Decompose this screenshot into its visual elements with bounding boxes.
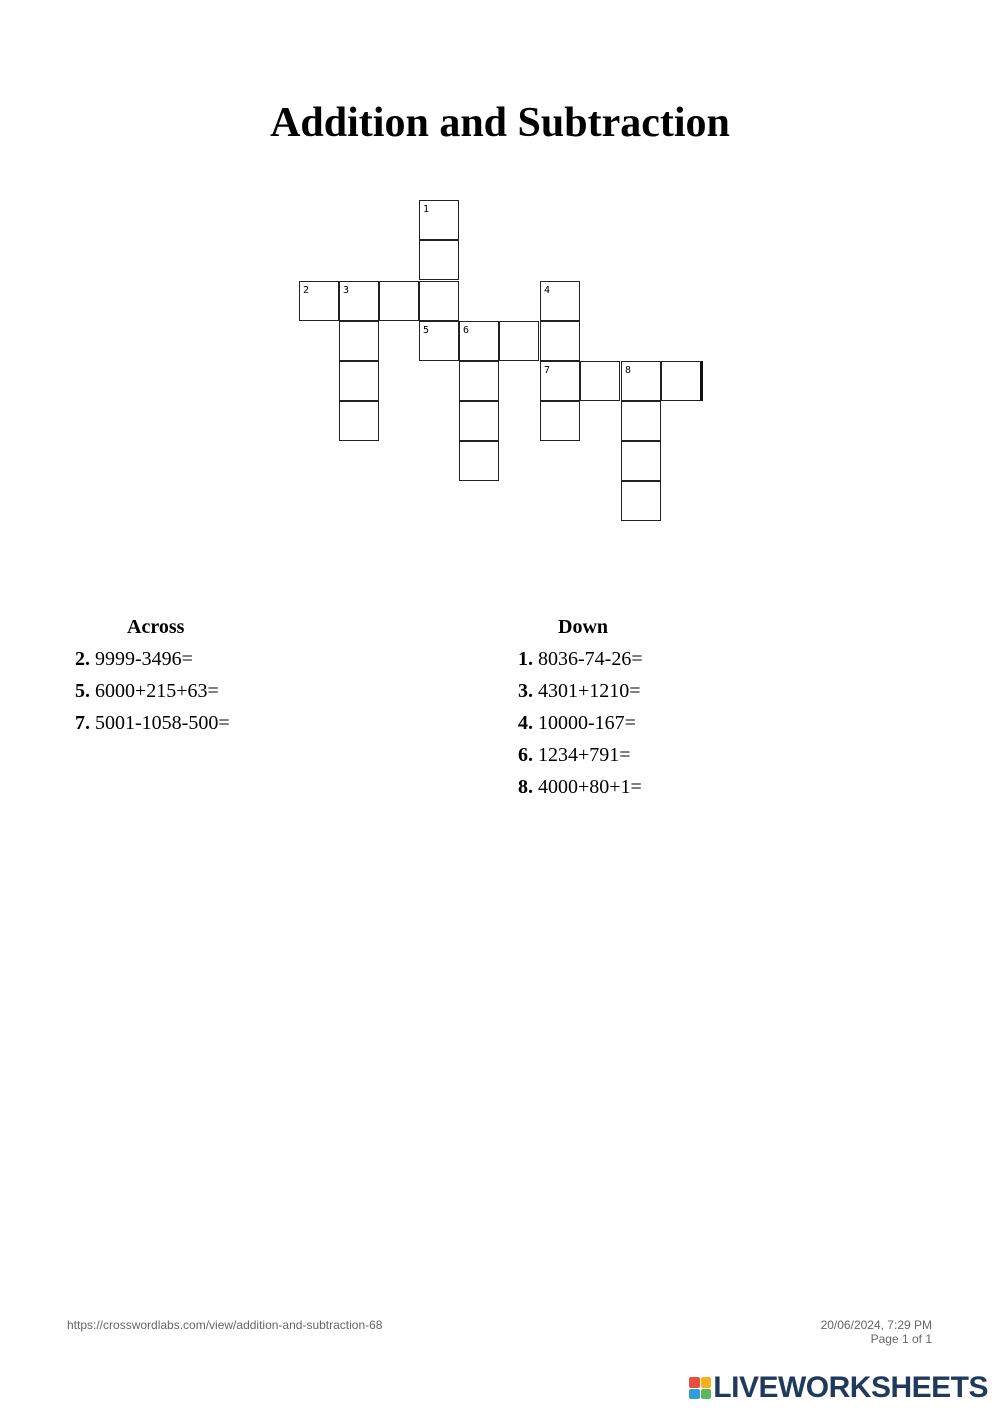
logo-tile <box>701 1389 712 1400</box>
clue-number: 1 <box>423 204 430 215</box>
clue-number: 4 <box>544 285 551 296</box>
clue-number: 5 <box>423 325 430 336</box>
grid-cell[interactable] <box>621 441 661 481</box>
grid-cell[interactable] <box>621 401 661 441</box>
grid-cell[interactable] <box>459 401 499 441</box>
source-url[interactable]: https://crosswordlabs.com/view/addition-and-subtraction-68 <box>67 1318 383 1332</box>
grid-cell[interactable] <box>419 200 459 240</box>
clue-item <box>518 742 631 768</box>
grid-cell[interactable] <box>339 401 379 441</box>
grid-cell[interactable] <box>540 361 580 401</box>
clue-item <box>518 646 643 672</box>
clue-text: 9999-3496= <box>95 648 193 670</box>
grid-cell[interactable] <box>419 281 459 321</box>
grid-cell[interactable] <box>339 281 379 321</box>
grid-cell[interactable] <box>540 401 580 441</box>
logo-tile <box>689 1389 700 1400</box>
grid-cell[interactable] <box>661 361 703 401</box>
clue-text: 1234+791= <box>538 744 631 766</box>
across-heading: Across <box>127 616 185 638</box>
clue-text: 5001-1058-500= <box>95 712 230 734</box>
brand-name: LIVEWORKSHEETS <box>713 1371 988 1404</box>
page-indicator: Page 1 of 1 <box>870 1332 932 1346</box>
liveworksheets-logo-icon <box>689 1377 711 1399</box>
logo-tile <box>701 1377 712 1388</box>
clue-text: 4000+80+1= <box>538 776 642 798</box>
grid-cell[interactable] <box>339 321 379 361</box>
clue-text: 6000+215+63= <box>95 680 219 702</box>
grid-cell[interactable] <box>459 361 499 401</box>
grid-cell[interactable] <box>540 281 580 321</box>
clue-item <box>75 710 230 736</box>
down-heading: Down <box>558 616 609 638</box>
grid-cell[interactable] <box>580 361 620 401</box>
clue-item <box>518 774 642 800</box>
clue-number: 7 <box>544 365 551 376</box>
grid-cell[interactable] <box>459 321 499 361</box>
clue-item <box>75 678 219 704</box>
clue-number: 1. <box>518 648 533 670</box>
clue-number: 6. <box>518 744 533 766</box>
clue-text: 8036-74-26= <box>538 648 643 670</box>
grid-cell[interactable] <box>379 281 419 321</box>
liveworksheets-brand <box>689 1373 988 1403</box>
grid-cell[interactable] <box>419 240 459 280</box>
clue-number: 4. <box>518 712 533 734</box>
clue-number: 5. <box>75 680 90 702</box>
grid-cell[interactable] <box>299 281 339 321</box>
grid-cell[interactable] <box>419 321 459 361</box>
grid-cell[interactable] <box>459 441 499 481</box>
grid-cell[interactable] <box>621 481 661 521</box>
clue-number: 2. <box>75 648 90 670</box>
clue-text: 10000-167= <box>538 712 636 734</box>
grid-cell[interactable] <box>621 361 661 401</box>
print-datetime: 20/06/2024, 7:29 PM <box>820 1318 932 1332</box>
down-clues <box>518 614 898 804</box>
clue-number: 6 <box>463 325 470 336</box>
grid-cell[interactable] <box>339 361 379 401</box>
clue-number: 8 <box>625 365 632 376</box>
logo-tile <box>689 1377 700 1388</box>
across-clues <box>75 614 455 734</box>
clue-number: 3. <box>518 680 533 702</box>
grid-cell[interactable] <box>499 321 539 361</box>
clue-number: 2 <box>303 285 310 296</box>
clue-item <box>518 710 636 736</box>
clue-number: 8. <box>518 776 533 798</box>
clue-item <box>75 646 193 672</box>
clue-number: 7. <box>75 712 90 734</box>
grid-cell[interactable] <box>540 321 580 361</box>
page-title: Addition and Subtraction <box>270 100 730 146</box>
clue-text: 4301+1210= <box>538 680 641 702</box>
clue-item <box>518 678 641 704</box>
clue-number: 3 <box>343 285 350 296</box>
crossword-grid <box>0 0 1000 540</box>
